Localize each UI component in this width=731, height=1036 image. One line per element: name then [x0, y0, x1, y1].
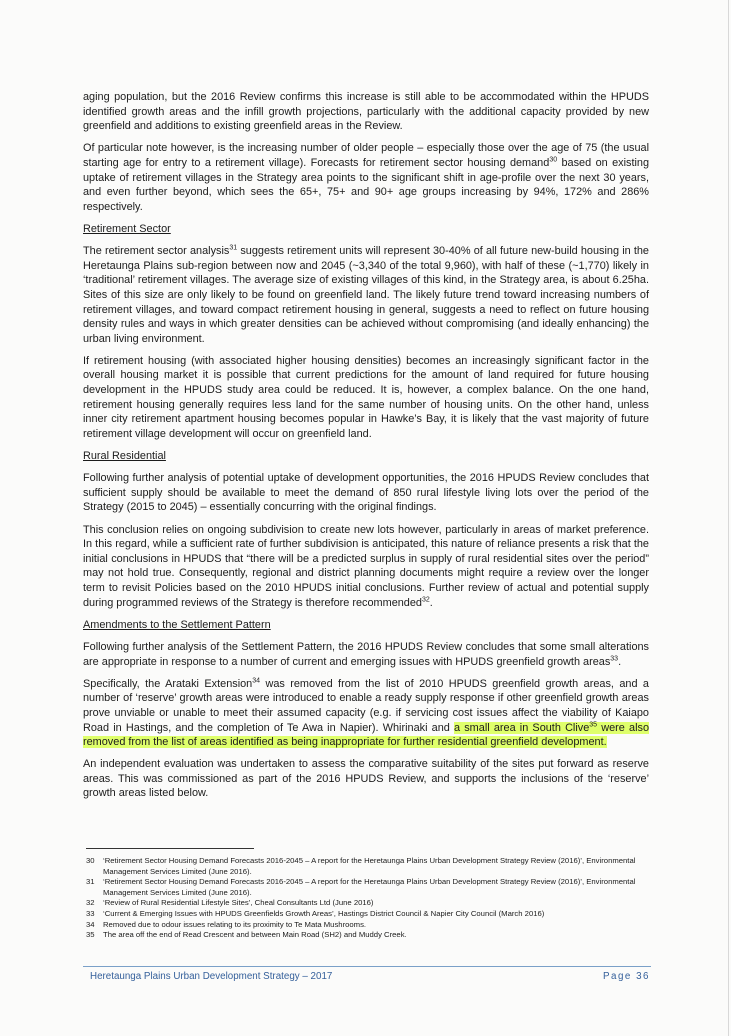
paragraph-text: .	[429, 596, 433, 609]
paragraph-4	[83, 354, 649, 442]
footnote-text: ‘Retirement Sector Housing Demand Forecasts 2016-2045 – A report for the Heretaunga Plains Urban Development Strategy Review (2016)’, Environmental Management Services Limited (June 2016).	[103, 877, 636, 897]
page-number: Page 36	[603, 971, 650, 982]
paragraph-text: suggests retirement units will represent 30-40% of all future new-build housing in the Heretaunga Plains sub-region between now and 2045 (~3,340 of the total 9,960), with half of these (~1,770) likely in ‘traditional’ retirement villages. The average size of existing villages of this kind, in the Strategy area, is about 6.25ha. Sites of this size are only likely to be found on greenfield land. The likely future trend toward increasing numbers of retirement villages, and toward compact retirement housing in general, suggests a need to reflect on future housing density rules and ways in which greater densities can be achieved without compromising (and ideally enhancing) the urban living environment.	[83, 245, 649, 345]
footnote-number: 30	[86, 856, 95, 865]
footnote	[86, 856, 666, 877]
footnote	[86, 877, 666, 898]
paragraph-text: was removed from the list of 2010 HPUDS greenfield growth areas, and a number of ‘reserve’ growth areas were introduced to enable a ready supply response if other greenfield growth areas prove unviable or unable to meet their assumed capacity (e.g. if servicing cost issues affect the viability of Kaiapo Road in Hastings, and the completion of Te Awa in Napier). Whirinaki and	[83, 677, 649, 734]
footnotes	[86, 856, 666, 941]
paragraph-text: Following further analysis of the Settlement Pattern, the 2016 HPUDS Review concludes that some small alterations are appropriate in response to a number of current and emerging issues with HPUDS greenfield growth areas	[83, 640, 649, 668]
paragraph-text: If retirement housing (with associated higher housing densities) becomes an increasingly significant factor in the overall housing market it is possible that current predictions for the amount of land required for future housing development in the HPUDS study area could be reduced. It is, however, a complex balance. On the one hand, retirement housing generally requires less land for the same number of housing units. On the other hand, unless inner city retirement apartment housing becomes popular in Hawke’s Bay, it is likely that the vast majority of future retirement village development will occur on greenfield land.	[83, 354, 649, 440]
footnote-ref-31: 31	[229, 244, 238, 252]
footnote-number: 35	[86, 930, 95, 940]
paragraph-text: The retirement sector analysis	[83, 245, 230, 258]
paragraph-text: Of particular note however, is the increasing number of older people – especially those over the age of 75 (the usual starting age for entry to a retirement village). Forecasts for retirement sector housing demand	[83, 142, 649, 169]
footnote-number: 33	[86, 908, 95, 918]
paragraph-7	[83, 640, 649, 669]
footnote-text: Removed due to odour issues relating to its proximity to Te Mata Mushrooms.	[103, 919, 367, 929]
page-edge	[728, 0, 729, 1036]
footnote	[86, 909, 666, 920]
paragraph-text: Specifically, the Arataki Extension	[83, 677, 253, 690]
paragraph-text: based on existing uptake of retirement villages in the Strategy area points to the significant shift in age-profile over the next 30 years, and even further beyond, which sees the 65+, 75+ and 90+ age groups increasing by 94%, 172% and 286% respectively.	[83, 156, 649, 213]
paragraph-5	[83, 471, 649, 515]
footnote-number: 31	[86, 877, 95, 887]
footnote-ref-35: 35	[589, 720, 598, 728]
footnote	[86, 930, 666, 941]
paragraph-6	[83, 523, 649, 611]
paragraph-2	[83, 141, 649, 214]
body-text	[83, 90, 649, 809]
heading-amendments-settlement-pattern: Amendments to the Settlement Pattern	[83, 618, 271, 631]
footnote-ref-33: 33	[610, 654, 619, 662]
footnote-separator	[86, 848, 254, 849]
footnote	[86, 898, 666, 909]
footnote-ref-34: 34	[252, 677, 261, 685]
paragraph-text: An independent evaluation was undertaken to assess the comparative suitability of the sites put forward as reserve areas. This was commissioned as part of the 2016 HPUDS Review, and supports the inclusions of the ‘reserve’ growth areas listed below.	[83, 758, 649, 800]
paragraph-text: Following further analysis of potential uptake of development opportunities, the 2016 HPUDS Review concludes that sufficient supply should be available to meet the demand of 850 rural lifestyle living lots over the period of the Strategy (2015 to 2045) – essentially concurring with the original findings.	[83, 472, 649, 514]
footnote-number: 32	[86, 898, 95, 908]
highlighted-text-part: were also removed from the list of areas identified as being inappropriate for further residential greenfield development.	[83, 721, 649, 749]
heading-retirement-sector: Retirement Sector	[83, 222, 171, 235]
paragraph-8	[83, 677, 649, 750]
paragraph-text: aging population, but the 2016 Review confirms this increase is still able to be accommodated within the HPUDS identified growth areas and the infill growth projections, particularly with the additional capacity provided by new greenfield and additions to existing greenfield areas in the Review.	[83, 91, 649, 133]
paragraph-1	[83, 90, 649, 134]
footnote-ref-30: 30	[549, 156, 558, 164]
paragraph-text: .	[618, 655, 622, 668]
footnote-text: ‘Current & Emerging Issues with HPUDS Greenfields Growth Areas’, Hastings District Council & Napier City Council (March 2016)	[103, 908, 545, 918]
footnote-text: The area off the end of Read Crescent and between Main Road (SH2) and Muddy Creek.	[103, 930, 407, 940]
footnote-number: 34	[86, 919, 95, 929]
paragraph-9	[83, 757, 649, 801]
paragraph-text: This conclusion relies on ongoing subdivision to create new lots however, particularly in areas of market preference. In this regard, while a sufficient rate of further subdivision is anticipated, this nature of reliance presents a risk that the initial conclusions in HPUDS that “there will be a predicted surplus in supply of rural residential sites over the period” may not hold true. Consequently, regional and district planning documents might require a review over the longer term to revisit Policies based on the 2010 HPUDS initial conclusions. Further review of actual and potential supply during programmed reviews of the Strategy is therefore recommended	[83, 523, 649, 609]
footnote-text: ‘Retirement Sector Housing Demand Forecasts 2016-2045 – A report for the Heretaunga Plains Urban Development Strategy Review (2016)’, Environmental Management Services Limited (June 2016).	[103, 856, 636, 876]
paragraph-3	[83, 244, 649, 346]
footer-title: Heretaunga Plains Urban Development Strategy – 2017	[90, 971, 333, 982]
footer-rule	[83, 966, 651, 967]
footnote-text: ‘Review of Rural Residential Lifestyle Sites’, Cheal Consultants Ltd (June 2016)	[103, 898, 374, 908]
footnote-ref-32: 32	[421, 595, 430, 603]
page-footer	[90, 971, 650, 982]
highlighted-text-part: a small area in South Clive	[454, 721, 590, 734]
heading-rural-residential: Rural Residential	[83, 450, 166, 463]
footnote	[86, 920, 666, 931]
